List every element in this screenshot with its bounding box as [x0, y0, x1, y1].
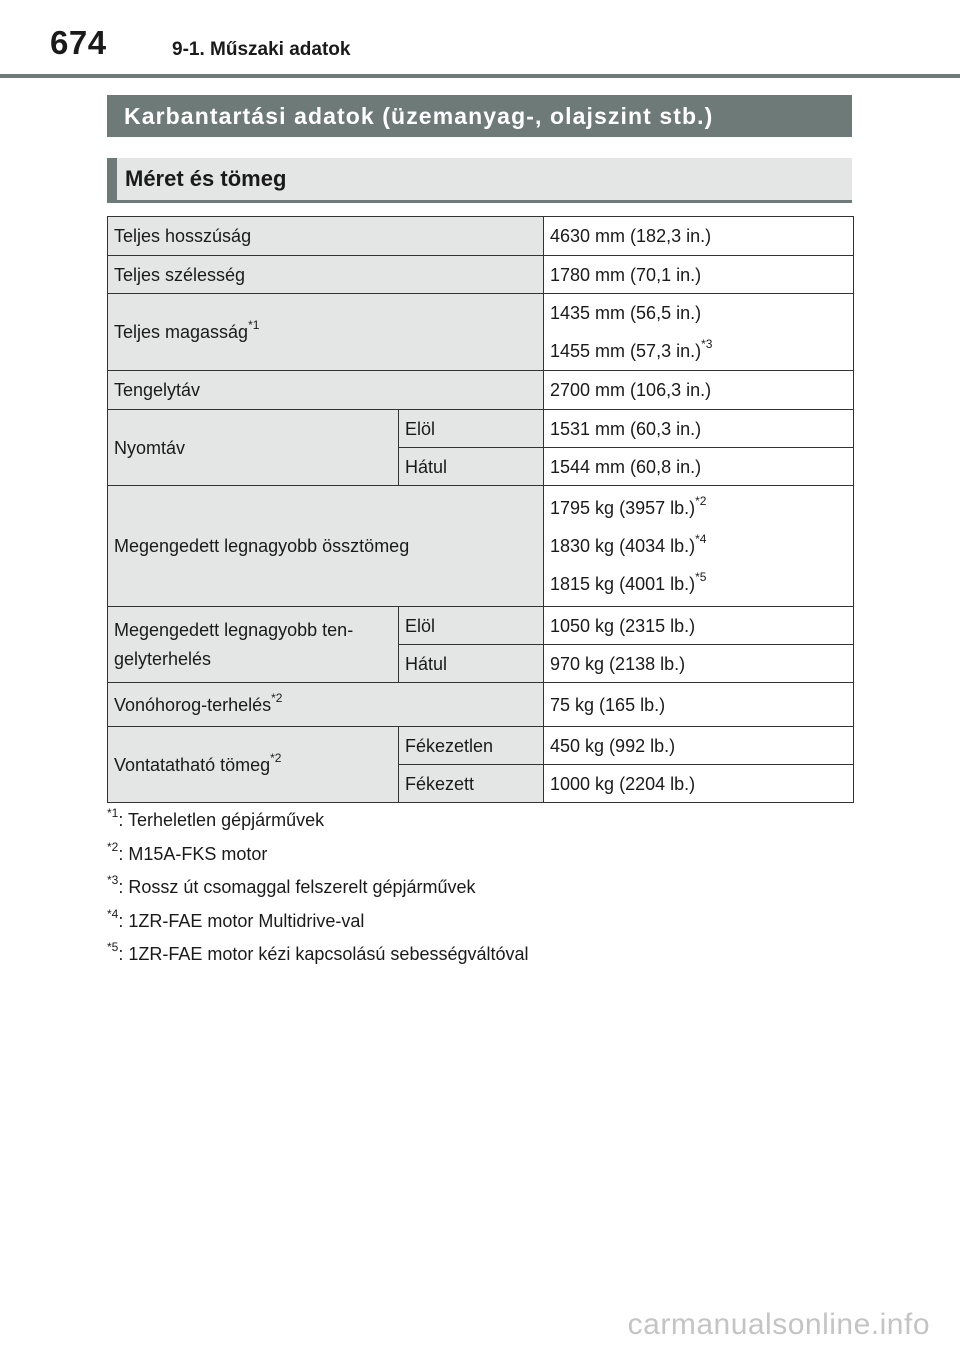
value-line: 1830 kg (4034 lb.)$^{*4}$	[550, 532, 707, 556]
row-value: 2700 mm (106,3 in.)	[544, 371, 854, 410]
footnote: $^{*1}$: Terheletlen gépjárművek	[107, 806, 325, 830]
row-label: Teljes szélesség	[108, 256, 544, 294]
value-line: 1435 mm (56,5 in.)	[550, 303, 702, 323]
footnote-mark: *2	[695, 494, 707, 508]
page-number: 674	[50, 24, 107, 61]
sub-label: Fékezett	[399, 765, 544, 803]
value-line: 1815 kg (4001 lb.)$^{*5}$	[550, 570, 707, 594]
site-watermark: carmanualsonline.info	[627, 1308, 930, 1341]
value-line: 1455 mm (57,3 in.)$^{*3}$	[550, 337, 713, 361]
footnote-mark: *1	[248, 318, 260, 332]
sub-label: Fékezetlen	[399, 727, 544, 765]
table-row	[108, 607, 854, 645]
row-value: 1780 mm (70,1 in.)	[544, 256, 854, 294]
table-row	[108, 486, 854, 607]
table-row	[108, 683, 854, 727]
row-value: 970 kg (2138 lb.)	[544, 645, 854, 683]
chapter-title: 9-1. Műszaki adatok	[172, 39, 351, 60]
row-value	[544, 294, 854, 371]
row-label: Tengelytáv	[108, 371, 544, 410]
table-row	[108, 217, 854, 256]
footnote-mark: *2	[271, 690, 283, 705]
row-label: Megengedett legnagyobb össztömeg	[108, 486, 544, 607]
footnote: $^{*3}$: Rossz út csomaggal felszerelt gépjárművek	[107, 873, 476, 897]
dimensions-weight-table	[107, 216, 854, 803]
sub-label: Hátul	[399, 448, 544, 486]
table-row	[108, 410, 854, 448]
table-row	[108, 256, 854, 294]
table-row	[108, 294, 854, 371]
row-label: Vonóhorog-terhelés$^{*2}$	[108, 683, 544, 727]
subsection-title: Méret és tömeg	[107, 158, 852, 203]
row-value: 1544 mm (60,8 in.)	[544, 448, 854, 486]
table-row	[108, 727, 854, 765]
header-rule	[0, 74, 960, 78]
footnote-mark: *5	[695, 570, 707, 584]
footnote: $^{*2}$: M15A-FKS motor	[107, 839, 268, 864]
page-header	[0, 0, 960, 80]
footnote-mark: *2	[270, 750, 282, 765]
row-value: 1531 mm (60,3 in.)	[544, 410, 854, 448]
section-banner: Karbantartási adatok (üzemanyag-, olajszint stb.)	[107, 95, 852, 137]
row-label: Teljes hosszúság	[108, 217, 544, 256]
row-label: Nyomtáv	[108, 410, 399, 486]
row-value: 1000 kg (2204 lb.)	[544, 765, 854, 803]
sub-label: Hátul	[399, 645, 544, 683]
row-label: Megengedett legnagyobb ten- gelyterhelés	[108, 607, 399, 683]
footnotes	[107, 808, 852, 976]
footnote-mark: *4	[695, 532, 707, 546]
row-value: 1050 kg (2315 lb.)	[544, 607, 854, 645]
sub-label: Elöl	[399, 410, 544, 448]
row-value: 4630 mm (182,3 in.)	[544, 217, 854, 256]
footnote: $^{*4}$: 1ZR-FAE motor Multidrive-val	[107, 906, 365, 931]
row-value	[544, 486, 854, 607]
footnote: $^{*5}$: 1ZR-FAE motor kézi kapcsolású sebességváltóval	[107, 940, 529, 964]
row-value: 450 kg (992 lb.)	[544, 727, 854, 765]
value-line: 1795 kg (3957 lb.)$^{*2}$	[550, 494, 707, 518]
row-value: 75 kg (165 lb.)	[544, 683, 854, 727]
row-label: Teljes magasság$^{*1}$	[108, 294, 544, 371]
sub-label: Elöl	[399, 607, 544, 645]
footnote-mark: *3	[701, 337, 713, 351]
row-label: Vontatatható tömeg$^{*2}$	[108, 727, 399, 803]
table-row	[108, 371, 854, 410]
